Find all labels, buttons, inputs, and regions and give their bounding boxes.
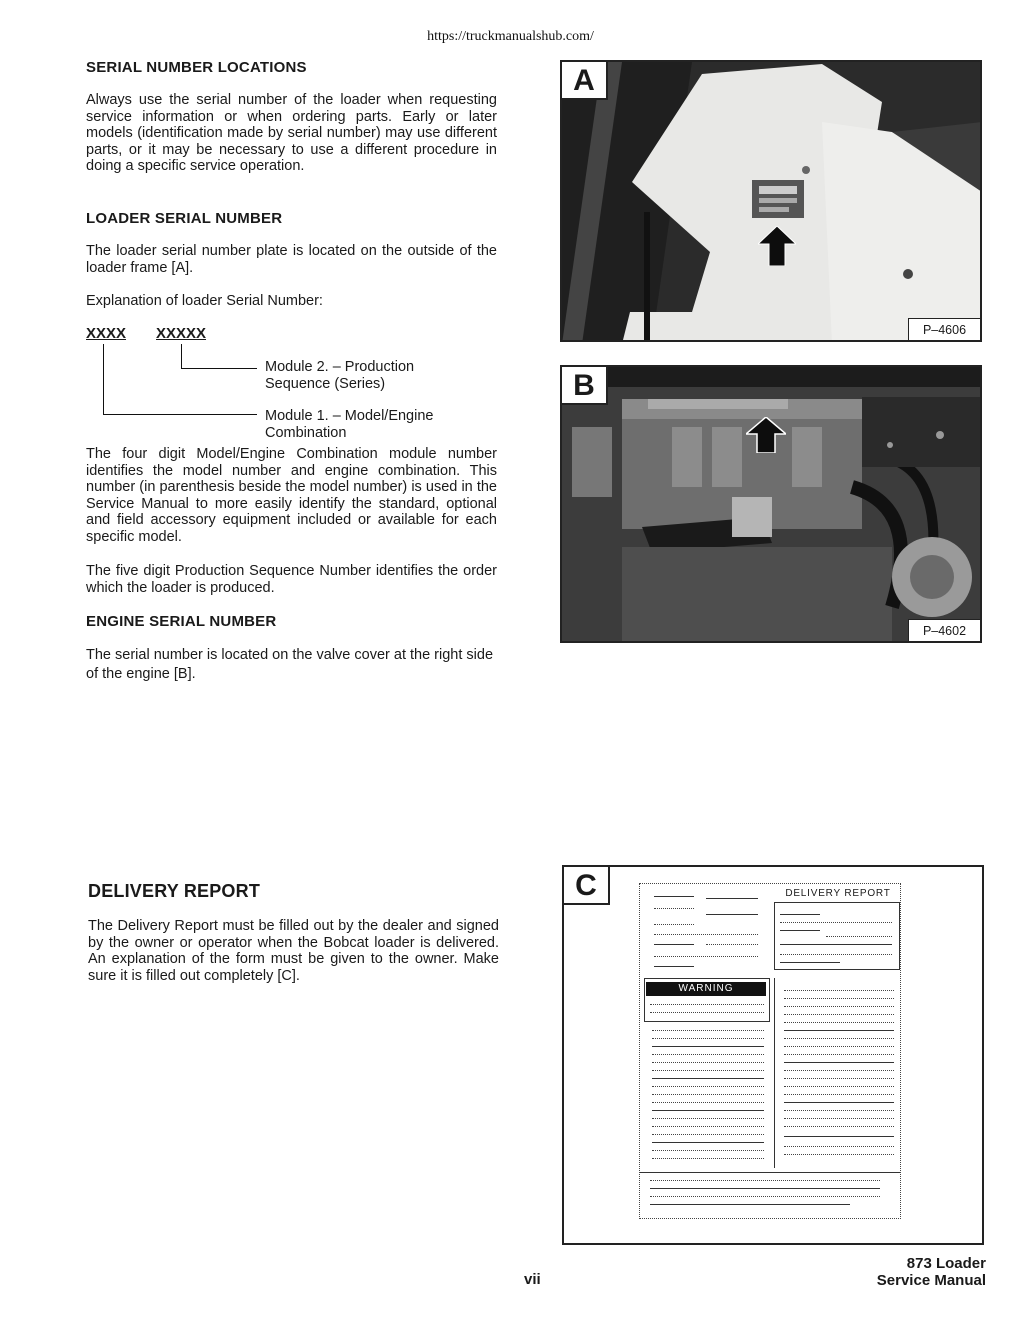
figure-b-code: P–4602 [908, 619, 980, 641]
module2-label-line2: Sequence (Series) [265, 376, 386, 392]
serial-module1-code: XXXX [86, 325, 127, 342]
figure-a-photo [562, 62, 980, 340]
manual-title [877, 1256, 986, 1289]
module2-label [265, 359, 414, 393]
delivery-report-form-title: DELIVERY REPORT [785, 888, 891, 899]
manual-title-line1: 873 Loader [906, 1255, 986, 1272]
figure-b [560, 365, 982, 643]
module1-leader-vertical [103, 344, 104, 414]
module1-label [265, 408, 433, 442]
figure-b-arrow-icon [746, 417, 786, 453]
serial-locations-heading: SERIAL NUMBER LOCATIONS [86, 59, 307, 76]
figure-b-photo [562, 367, 980, 641]
four-digit-paragraph: The four digit Model/Engine Combination module number identifies the model number and engine combination. This number (in parenthesis beside the model number) is used in the Service Manual to more easily identify the standard, optional and field accessory equipment included or available for each specific model. [86, 446, 497, 545]
source-url: https://truckmanualshub.com/ [427, 29, 594, 44]
figure-a-code: P–4606 [908, 318, 980, 340]
figure-b-letter: B [562, 367, 608, 405]
engine-serial-heading: ENGINE SERIAL NUMBER [86, 613, 277, 630]
delivery-report-form [639, 883, 901, 1219]
module1-label-line1: Module 1. – Model/Engine [265, 408, 434, 424]
loader-serial-heading: LOADER SERIAL NUMBER [86, 210, 283, 227]
delivery-report-heading: DELIVERY REPORT [88, 881, 261, 901]
loader-serial-paragraph: The loader serial number plate is located on the outside of the loader frame [A]. [86, 243, 497, 276]
delivery-report-paragraph: The Delivery Report must be filled out by the dealer and signed by the owner or operator when the Bobcat loader is delivered. An explanation of the form must be given to the owner. Make sure it is filled out completely [C]. [88, 918, 499, 984]
serial-explanation: Explanation of loader Serial Number: [86, 293, 323, 309]
figure-a-letter: A [562, 62, 608, 100]
form-warning-label: WARNING [646, 982, 766, 996]
page-number: vii [524, 1271, 541, 1288]
module2-label-line1: Module 2. – Production [265, 359, 415, 375]
module2-leader-vertical [181, 344, 182, 368]
module1-leader-horizontal [103, 414, 257, 415]
figure-a [560, 60, 982, 342]
engine-serial-paragraph: The serial number is located on the valve cover at the right side of the engine [B]. [86, 647, 494, 682]
figure-c [562, 865, 984, 1245]
figure-a-arrow-icon [758, 226, 796, 266]
manual-title-line2: Service Manual [876, 1271, 986, 1289]
module1-label-line2: Combination [265, 425, 347, 441]
figure-c-letter: C [564, 867, 610, 905]
serial-locations-paragraph: Always use the serial number of the loader when requesting service information or when ordering parts. Early or later models (identification made by serial number) may use different parts, or it may be necessary to use a different procedure in doing a specific service operation. [86, 92, 497, 175]
five-digit-paragraph: The five digit Production Sequence Number identifies the order which the loader is produced. [86, 563, 497, 596]
module2-leader-horizontal [181, 368, 257, 369]
serial-module2-code: XXXXX [156, 325, 207, 342]
